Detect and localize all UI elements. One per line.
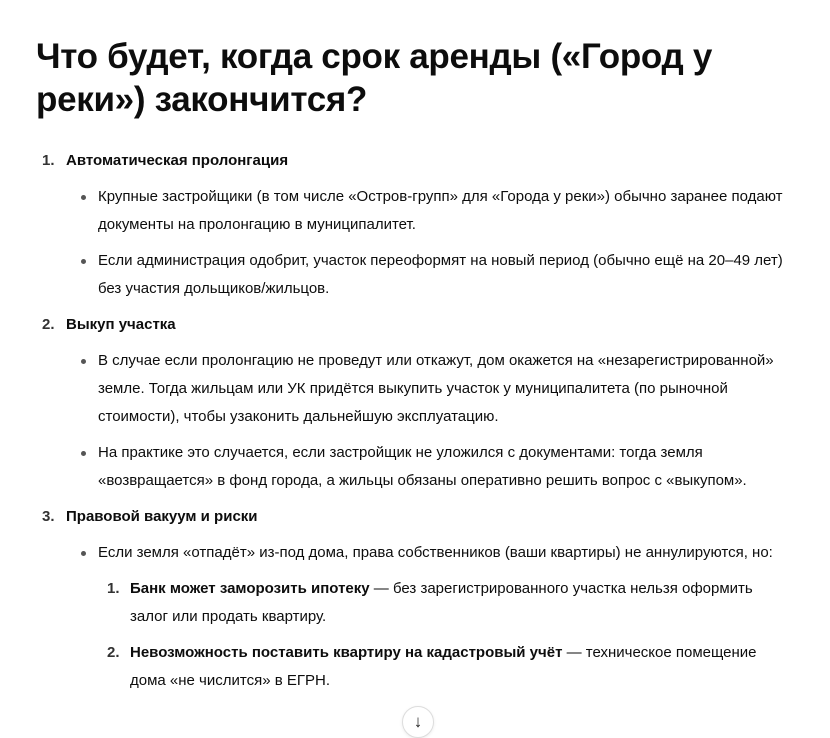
answer-content: [0, 147, 830, 703]
sub-item-bold: Банк может заморозить ипотеку: [130, 580, 370, 597]
sub-list-number: 1.: [107, 580, 120, 597]
list-item-prolongation: [0, 147, 830, 303]
bullet-item: Крупные застройщики (в том числе «Остров-групп» для «Города у реки») обычно заранее подают документы на пролонгацию в муниципалитет.: [98, 183, 798, 239]
scroll-down-button[interactable]: [402, 706, 434, 738]
list-heading: Автоматическая пролонгация: [66, 152, 289, 169]
page-title: Что будет, когда срок аренды («Город у реки») закончится?: [36, 37, 713, 119]
list-number: 3.: [42, 508, 55, 525]
bullet-item: В случае если пролонгацию не проведут или откажут, дом окажется на «незарегистрированной» земле. Тогда жильцам или УК придётся выкупить участок у муниципалитета (по рыночной стоимости), чтобы узаконить дальнейшую эксплуатацию.: [98, 347, 798, 431]
sub-list-item: [107, 575, 790, 631]
list-heading: Выкуп участка: [66, 316, 176, 333]
sub-item-text: — техническое помещение дома «не числится» в ЕГРН.: [130, 644, 757, 689]
sub-item-text: — без зарегистрированного участка нельзя оформить залог или продать квартиру.: [130, 580, 753, 625]
list-item-buyout: [0, 311, 830, 495]
sub-list-item: [107, 639, 790, 695]
arrow-down-icon: ↓: [413, 712, 423, 731]
bullet-item: Если земля «отпадёт» из-под дома, права собственников (ваши квартиры) не аннулируются, но:: [98, 539, 798, 567]
list-number: 1.: [42, 152, 55, 169]
list-number: 2.: [42, 316, 55, 333]
list-heading: Правовой вакуум и риски: [66, 508, 258, 525]
bullet-item: На практике это случается, если застройщик не уложился с документами: тогда земля «возвращается» в фонд города, а жильцы обязаны оперативно решить вопрос с «выкупом».: [98, 439, 798, 495]
sub-list-number: 2.: [107, 644, 120, 661]
list-item-legal-risks: [0, 503, 830, 695]
sub-item-bold: Невозможность поставить квартиру на кадастровый учёт: [130, 644, 563, 661]
bullet-item: Если администрация одобрит, участок переоформят на новый период (обычно ещё на 20–49 лет) без участия дольщиков/жильцов.: [98, 247, 798, 303]
